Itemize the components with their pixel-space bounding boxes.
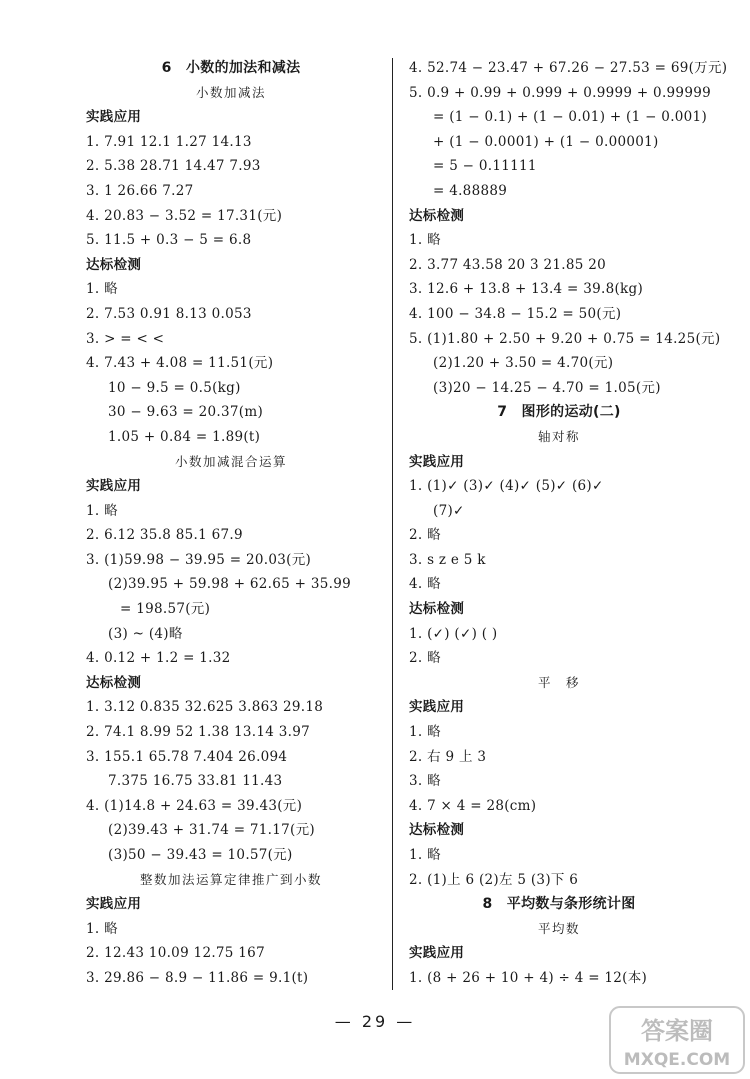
answer-line: 5. (1)1.80 + 2.50 + 9.20 + 0.75 = 14.25(元) xyxy=(409,330,721,347)
answer-line: (2)39.95 + 59.98 + 62.65 + 35.99 xyxy=(108,576,351,593)
watermark-logo xyxy=(608,1003,746,1077)
column-divider xyxy=(392,58,393,990)
answer-line: 5. 11.5 + 0.3 − 5 = 6.8 xyxy=(86,232,252,249)
answer-line: 1. 略 xyxy=(409,724,441,741)
answer-line: 4. 20.83 − 3.52 = 17.31(元) xyxy=(86,207,283,224)
page-number: — 29 — xyxy=(334,1012,416,1031)
answer-line: (3)50 − 39.43 = 10.57(元) xyxy=(108,847,293,863)
answer-line: 1. (✓) (✓) ( ) xyxy=(409,625,498,642)
answer-line: = (1 − 0.1) + (1 − 0.01) + (1 − 0.001) xyxy=(433,109,708,126)
answer-line: 1. 7.91 12.1 1.27 14.13 xyxy=(86,133,252,150)
answer-line: 3. (1)59.98 − 39.95 = 20.03(元) xyxy=(86,551,312,568)
answer-line: 3. 略 xyxy=(409,773,441,790)
answer-line: 3. > = < < xyxy=(86,330,165,347)
answer-line: 2. 6.12 35.8 85.1 67.9 xyxy=(86,527,243,544)
answer-line: = 4.88889 xyxy=(433,182,508,199)
answer-line: (2)1.20 + 3.50 = 4.70(元) xyxy=(433,355,614,372)
section-title: 小数加减法 xyxy=(195,84,266,100)
subsection-heading: 实践应用 xyxy=(86,896,142,913)
right-column xyxy=(409,56,728,991)
subsection-heading: 实践应用 xyxy=(409,945,465,962)
answer-line: 4. 100 − 34.8 − 15.2 = 50(元) xyxy=(409,305,622,322)
chapter-title: 6 小数的加法和减法 xyxy=(161,60,301,76)
answer-line: 2. 7.53 0.91 8.13 0.053 xyxy=(86,305,252,322)
answer-line: 2. 右 9 上 3 xyxy=(409,748,487,765)
answer-line: 4. 52.74 − 23.47 + 67.26 − 27.53 = 69(万元) xyxy=(409,60,728,76)
answer-line: 3. 155.1 65.78 7.404 26.094 xyxy=(86,748,288,765)
answer-line: = 198.57(元) xyxy=(120,601,211,618)
watermark-top-text: 答案圈 xyxy=(641,1017,713,1045)
answer-line: 1.05 + 0.84 = 1.89(t) xyxy=(108,428,261,445)
watermark-bottom-text: MXQE.COM xyxy=(623,1050,731,1070)
answer-line: 4. 略 xyxy=(409,576,441,593)
answer-line: 2. 略 xyxy=(409,527,441,544)
answer-line: 1. 略 xyxy=(86,502,118,519)
answer-line: 4. 7.43 + 4.08 = 11.51(元) xyxy=(86,355,274,372)
section-title: 平 移 xyxy=(537,674,580,690)
subsection-heading: 实践应用 xyxy=(86,109,142,126)
answer-line: 10 − 9.5 = 0.5(kg) xyxy=(108,379,241,396)
answer-line: = 5 − 0.11111 xyxy=(433,158,537,175)
answer-line: 30 − 9.63 = 20.37(m) xyxy=(108,404,264,421)
answer-line: 3. 12.6 + 13.8 + 13.4 = 39.8(kg) xyxy=(409,281,644,298)
answer-line: 4. 7 × 4 = 28(cm) xyxy=(409,797,537,814)
answer-line: (3)20 − 14.25 − 4.70 = 1.05(元) xyxy=(433,379,661,396)
answer-line: 2. 略 xyxy=(409,650,441,667)
subsection-heading: 达标检测 xyxy=(409,207,465,224)
subsection-heading: 实践应用 xyxy=(409,699,465,716)
answer-line: 3. s z e 5 k xyxy=(409,551,486,568)
answer-line: 5. 0.9 + 0.99 + 0.999 + 0.9999 + 0.99999 xyxy=(409,84,711,101)
section-title: 平均数 xyxy=(537,920,580,936)
section-title: 整数加法运算定律推广到小数 xyxy=(139,871,322,887)
answer-line: + (1 − 0.0001) + (1 − 0.00001) xyxy=(433,133,659,150)
subsection-heading: 实践应用 xyxy=(409,453,465,470)
answer-line: (3) ~ (4)略 xyxy=(108,625,183,642)
answer-line: 7.375 16.75 33.81 11.43 xyxy=(108,773,283,790)
subsection-heading: 实践应用 xyxy=(86,478,142,495)
answer-line: 2. (1)上 6 (2)左 5 (3)下 6 xyxy=(409,871,579,888)
answer-line: 1. 略 xyxy=(409,232,441,249)
answer-line: 4. 0.12 + 1.2 = 1.32 xyxy=(86,650,231,667)
answer-line: 3. 29.86 − 8.9 − 11.86 = 9.1(t) xyxy=(86,969,309,986)
subsection-heading: 达标检测 xyxy=(86,256,142,273)
subsection-heading: 达标检测 xyxy=(409,822,465,839)
answer-line: 3. 1 26.66 7.27 xyxy=(86,182,194,199)
answer-line: 2. 5.38 28.71 14.47 7.93 xyxy=(86,158,261,175)
answer-line: 2. 3.77 43.58 20 3 21.85 20 xyxy=(409,256,607,273)
section-title: 小数加减混合运算 xyxy=(174,453,287,469)
section-title: 轴对称 xyxy=(537,428,580,444)
answer-line: 1. (8 + 26 + 10 + 4) ÷ 4 = 12(本) xyxy=(409,969,648,986)
answer-line: 1. 3.12 0.835 32.625 3.863 29.18 xyxy=(86,699,324,716)
chapter-title: 8 平均数与条形统计图 xyxy=(482,896,636,913)
answer-line: 1. 略 xyxy=(86,920,118,937)
left-column xyxy=(86,56,376,991)
answer-line: 4. (1)14.8 + 24.63 = 39.43(元) xyxy=(86,797,303,814)
answer-line: 2. 74.1 8.99 52 1.38 13.14 3.97 xyxy=(86,724,310,741)
answer-line: 1. 略 xyxy=(409,847,441,863)
subsection-heading: 达标检测 xyxy=(409,601,465,618)
chapter-title: 7 图形的运动(二) xyxy=(497,404,621,421)
answer-line: 1. (1)✓ (3)✓ (4)✓ (5)✓ (6)✓ xyxy=(409,478,604,495)
answer-line: 1. 略 xyxy=(86,281,118,298)
answer-line: 2. 12.43 10.09 12.75 167 xyxy=(86,945,265,962)
answer-line: (7)✓ xyxy=(433,502,465,519)
subsection-heading: 达标检测 xyxy=(86,674,142,691)
answer-line: (2)39.43 + 31.74 = 71.17(元) xyxy=(108,822,315,839)
